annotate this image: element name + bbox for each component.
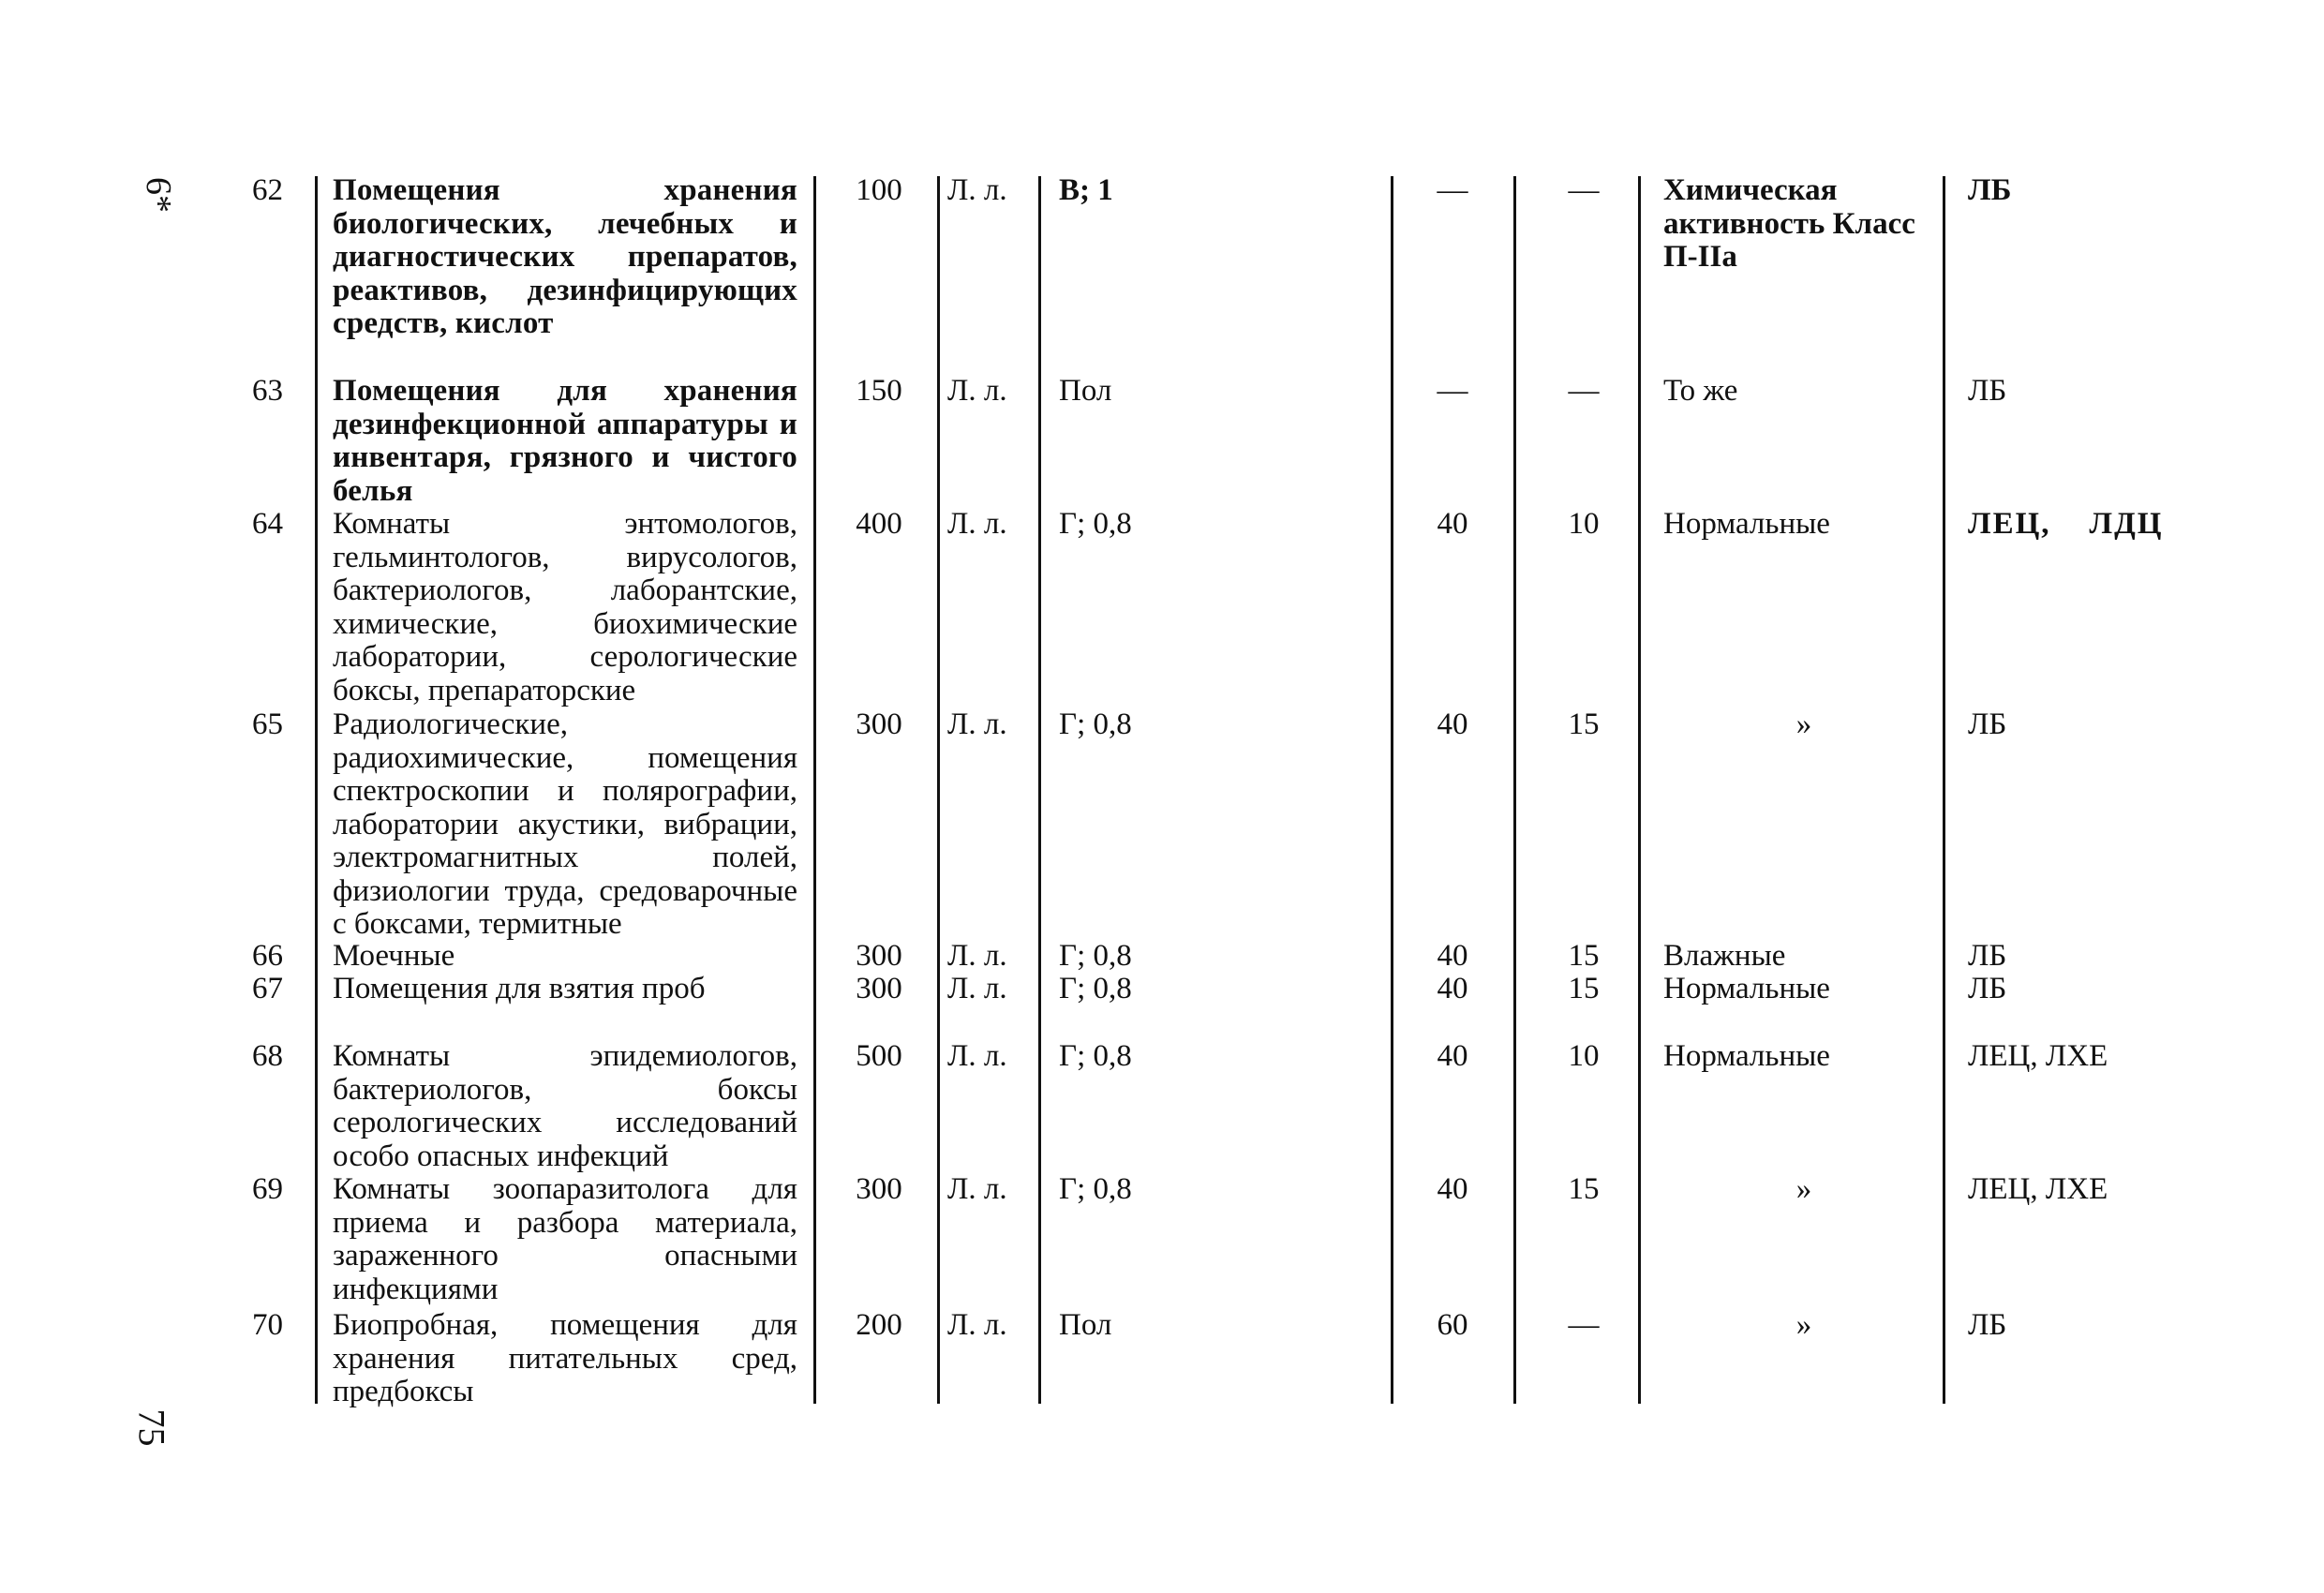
environment: Химическая активность Класс П-IIa [1663,173,1915,274]
lamp-types: ЛБ [1968,972,2007,1005]
light-source: Л. л. [947,1308,1007,1342]
column-8-value: 10 [1568,1039,1600,1073]
illuminance: 300 [856,707,902,741]
room-name: Комнаты энтомологов, гельминтологов, вирусологов, бактериологов, лаборантские, химические, биохимические лаборатории, серологические боксы, препараторские [333,507,797,707]
row-number: 63 [252,374,283,408]
lamp-types: ЛЕЦ, ЛХЕ [1968,1039,2108,1073]
column-8-value: — [1568,173,1600,207]
work-plane: Г; 0,8 [1059,1172,1132,1206]
environment: Нормальные [1663,507,1830,541]
lamp-types: ЛБ [1968,173,2012,207]
light-source: Л. л. [947,707,1007,741]
column-8-value: 15 [1568,1172,1600,1206]
room-name: Помещения хранения биологических, лечебных и диагностических препаратов, реактивов, дезинфицирующих средств, кислот [333,173,797,340]
rule-after-col7 [1513,176,1516,1404]
work-plane: Г; 0,8 [1059,707,1132,741]
room-name: Биопробная, помещения для хранения питательных сред, предбоксы [333,1308,797,1408]
lamp-types: ЛБ [1968,1308,2007,1342]
lamp-types: ЛБ [1968,707,2007,741]
illuminance: 300 [856,1172,902,1206]
illuminance: 300 [856,939,902,973]
row-number: 69 [252,1172,283,1206]
illuminance: 400 [856,507,902,541]
work-plane: Г; 0,8 [1059,972,1132,1005]
column-8-value: 15 [1568,939,1600,973]
illuminance: 200 [856,1308,902,1342]
environment: Влажные [1663,939,1786,973]
column-8-value: — [1568,1308,1600,1342]
row-number: 62 [252,173,283,207]
rule-after-environment [1943,176,1945,1404]
rule-after-name [813,176,816,1404]
lamp-types: ЛЕЦ, ЛХЕ [1968,1172,2108,1206]
column-8-value: 15 [1568,972,1600,1005]
row-number: 64 [252,507,283,541]
environment: » [1795,1308,1812,1342]
column-7-value: — [1437,173,1468,207]
lamp-types: ЛБ [1968,374,2007,408]
row-number: 65 [252,707,283,741]
illuminance: 100 [856,173,902,207]
light-source: Л. л. [947,173,1007,207]
lamp-types: ЛБ [1968,939,2007,973]
room-name: Комнаты зоопаразитолога для приема и разбора материала, зараженного опасными инфекциями [333,1172,797,1306]
room-name: Комнаты эпидемиологов, бактериологов, боксы серологических исследований особо опасных инфекций [333,1039,797,1173]
work-plane: Пол [1059,374,1112,408]
room-name: Помещения для взятия проб [333,972,706,1005]
column-8-value: 10 [1568,507,1600,541]
row-number: 66 [252,939,283,973]
illuminance: 500 [856,1039,902,1073]
work-plane: Г; 0,8 [1059,939,1132,973]
column-7-value: 40 [1437,1172,1468,1206]
light-source: Л. л. [947,374,1007,408]
light-source: Л. л. [947,1039,1007,1073]
illuminance: 150 [856,374,902,408]
environment: Нормальные [1663,972,1830,1005]
environment: » [1795,707,1812,741]
environment: Нормальные [1663,1039,1830,1073]
lamp-types: ЛЕЦ, ЛДЦ [1968,507,2164,541]
rule-after-source [1038,176,1041,1404]
environment: » [1795,1172,1812,1206]
column-7-value: 40 [1437,707,1468,741]
column-8-value: — [1568,374,1600,408]
column-7-value: 40 [1437,972,1468,1005]
illuminance: 300 [856,972,902,1005]
light-source: Л. л. [947,1172,1007,1206]
light-source: Л. л. [947,507,1007,541]
room-name: Радиологические, радиохимические, помещения спектроскопии и полярографии, лаборатории акустики, вибрации, электромагнитных полей, физиологии труда, средоварочные с боксами, термитные [333,707,797,941]
rule-before-col7 [1391,176,1393,1404]
column-7-value: — [1437,374,1468,408]
column-7-value: 40 [1437,1039,1468,1073]
rule-after-number [315,176,318,1404]
work-plane: В; 1 [1059,173,1113,207]
column-7-value: 40 [1437,507,1468,541]
room-name: Моечные [333,939,455,973]
work-plane: Г; 0,8 [1059,1039,1132,1073]
column-7-value: 40 [1437,939,1468,973]
column-7-value: 60 [1437,1308,1468,1342]
row-number: 70 [252,1308,283,1342]
row-number: 68 [252,1039,283,1073]
environment: То же [1663,374,1738,408]
light-source: Л. л. [947,972,1007,1005]
corner-mark: 6* [139,177,178,213]
light-source: Л. л. [947,939,1007,973]
room-name: Помещения для хранения дезинфекционной аппаратуры и инвентаря, грязного и чистого белья [333,374,797,508]
work-plane: Г; 0,8 [1059,507,1132,541]
work-plane: Пол [1059,1308,1112,1342]
column-8-value: 15 [1568,707,1600,741]
rule-after-col8 [1638,176,1641,1404]
row-number: 67 [252,972,283,1005]
page-number: 75 [130,1408,173,1447]
rule-after-lux [937,176,940,1404]
